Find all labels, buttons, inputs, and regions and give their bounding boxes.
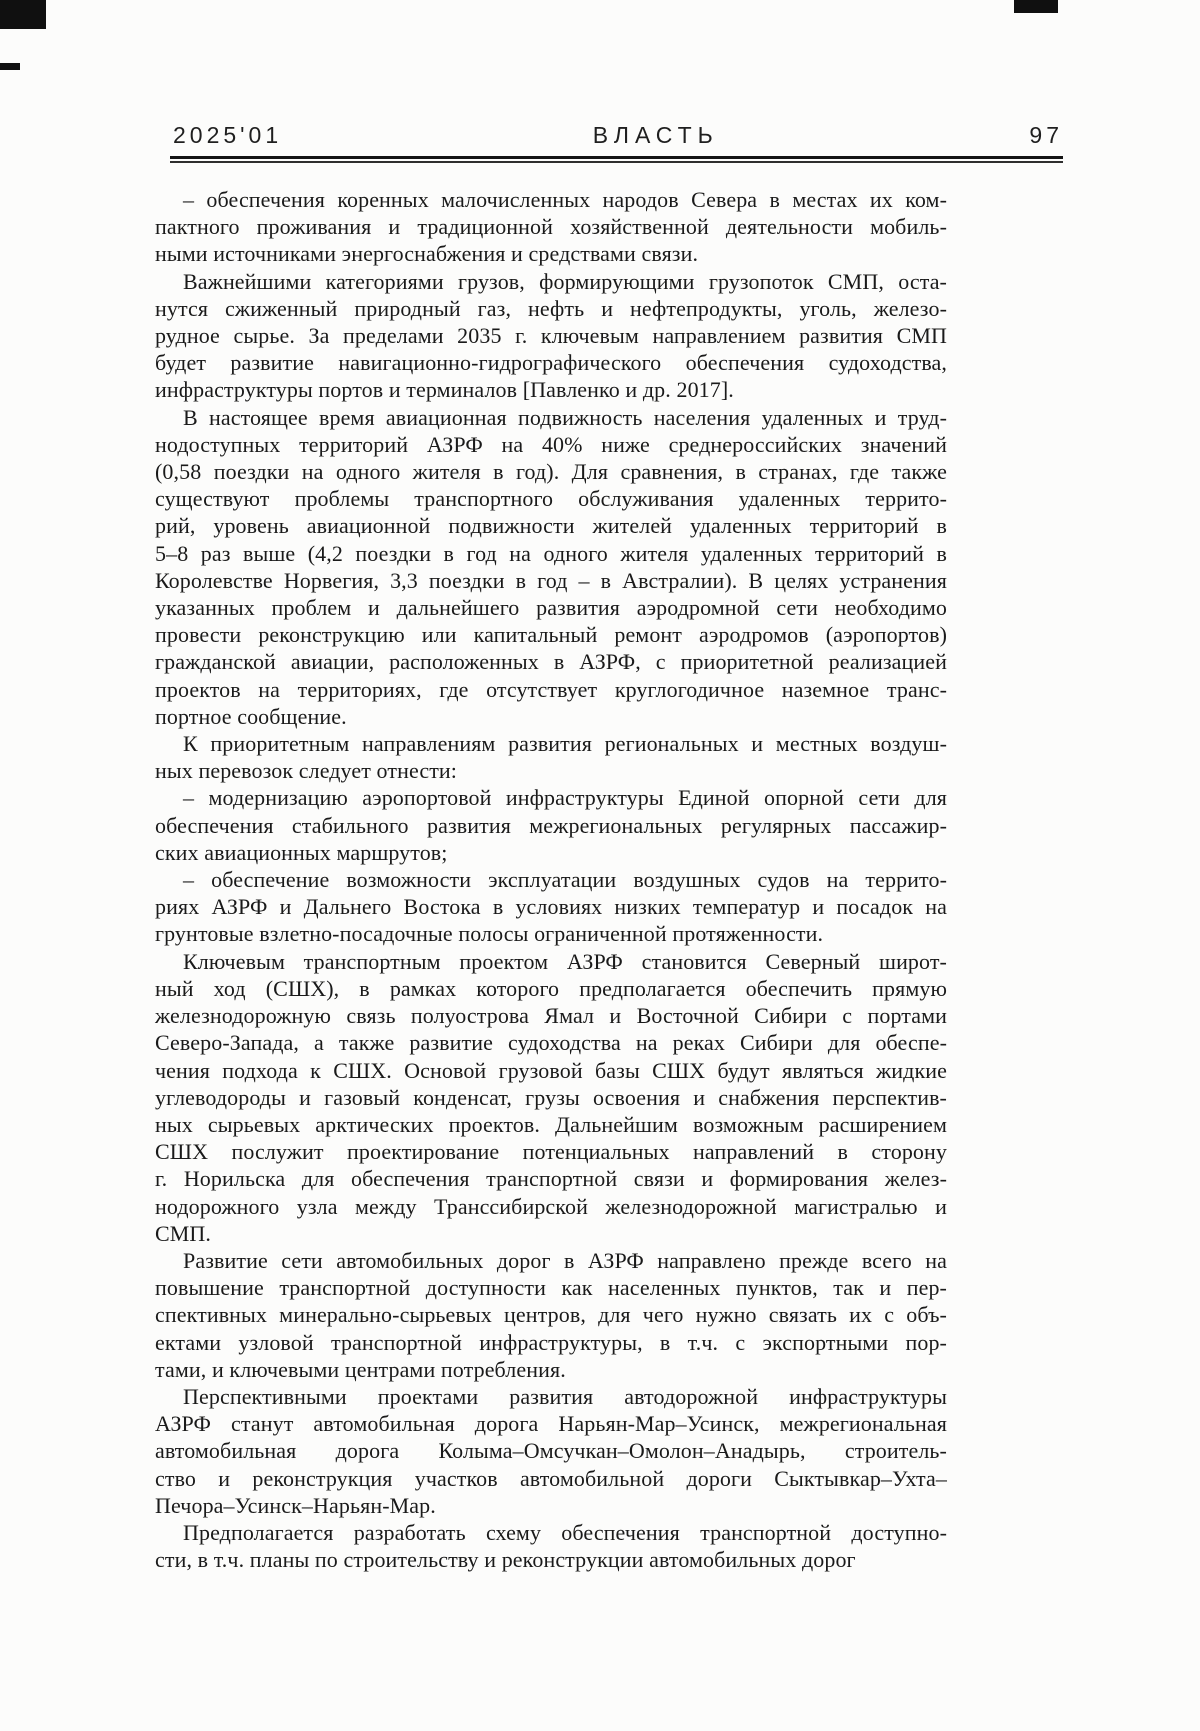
text-line: Печора–Усинск–Нарьян-Мар.	[155, 1492, 436, 1518]
text-line: ными источниками энергоснабжения и средствами связи.	[155, 241, 699, 267]
text-line: существуют проблемы транспортного обслуживания удаленных террито-	[155, 486, 947, 512]
text-line: пактного проживания и традиционной хозяйственной деятельности мобиль-	[155, 214, 947, 240]
header-rule-thin-line	[170, 161, 1063, 163]
text-line: будет развитие навигационно-гидрографического обеспечения судоходства,	[155, 350, 947, 376]
text-line: инфраструктуры портов и терминалов [Павленко и др. 2017].	[155, 377, 734, 403]
text-line: спективных минерально-сырьевых центров, для чего нужно связать их с объ-	[155, 1302, 947, 1328]
text-line: Развитие сети автомобильных дорог в АЗРФ направлено прежде всего на	[183, 1247, 947, 1273]
text-line: грунтовые взлетно-посадочные полосы ограниченной протяженности.	[155, 921, 824, 947]
text-line: – обеспечение возможности эксплуатации воздушных судов на террито-	[183, 867, 947, 893]
text-line: – обеспечения коренных малочисленных народов Севера в местах их ком-	[183, 187, 947, 212]
text-line: углеводороды и газовый конденсат, грузы освоения и снабжения перспектив-	[155, 1084, 947, 1110]
text-line: провести реконструкцию или капитальный ремонт аэродромов (аэропортов)	[155, 622, 947, 648]
text-line: ный ход (СШХ), в рамках которого предполагается обеспечить прямую	[155, 975, 947, 1001]
header-rule	[170, 156, 1063, 163]
text-line: г. Норильска для обеспечения транспортной связи и формирования желез-	[155, 1166, 947, 1192]
paragraph	[155, 186, 947, 268]
text-line: автомобильная дорога Колыма–Омсучкан–Омолон–Анадырь, строитель-	[155, 1438, 947, 1464]
text-line: железнодорожную связь полуострова Ямал и Восточной Сибири с портами	[155, 1003, 947, 1029]
issue-number: 2025'01	[173, 122, 283, 148]
text-line: ных перевозок следует отнести:	[155, 758, 458, 784]
text-line: риях АЗРФ и Дальнего Востока в условиях низких температур и посадок на	[155, 894, 947, 920]
text-line: Северо-Запада, а также развитие судоходства на реках Сибири для обеспе-	[155, 1030, 947, 1056]
text-line: К приоритетным направлениям развития региональных и местных воздуш-	[183, 731, 947, 757]
text-line: В настоящее время авиационная подвижность населения удаленных и труд-	[183, 404, 947, 430]
text-line: обеспечения стабильного развития межрегиональных регулярных пассажир-	[155, 812, 947, 838]
article-body	[155, 186, 947, 1573]
text-line: рудное сырье. За пределами 2035 г. ключевым направлением развития СМП	[155, 323, 947, 349]
text-line: нодорожного узла между Транссибирской железнодорожной магистралью и	[155, 1193, 947, 1219]
text-line: портное сообщение.	[155, 703, 347, 729]
paragraph	[155, 404, 947, 730]
paragraph	[155, 1247, 947, 1383]
scan-mark-left-edge	[0, 63, 20, 70]
text-line: Перспективными проектами развития автодорожной инфраструктуры	[183, 1383, 947, 1409]
text-line: рий, уровень авиационной подвижности жителей удаленных территорий в	[155, 513, 947, 539]
text-line: СШХ послужит проектирование потенциальных направлений в сторону	[155, 1139, 947, 1165]
running-head	[173, 122, 1063, 149]
scan-mark-top-right	[1014, 0, 1058, 13]
text-line: Важнейшими категориями грузов, формирующими грузопоток СМП, оста-	[183, 268, 947, 294]
text-line: – модернизацию аэропортовой инфраструктуры Единой опорной сети для	[183, 785, 947, 811]
text-line: нодоступных территорий АЗРФ на 40% ниже среднероссийских значений	[155, 431, 947, 457]
text-line: нутся сжиженный природный газ, нефть и нефтепродукты, уголь, железо-	[155, 295, 947, 321]
text-line: проектов на территориях, где отсутствует круглогодичное наземное транс-	[155, 676, 947, 702]
text-line: АЗРФ станут автомобильная дорога Нарьян-Мар–Усинск, межрегиональная	[155, 1411, 947, 1437]
journal-title: ВЛАСТЬ	[592, 122, 719, 148]
text-line: ских авиационных маршрутов;	[155, 839, 448, 865]
scan-mark-top-left	[0, 0, 46, 29]
text-line: гражданской авиации, расположенных в АЗРФ, с приоритетной реализацией	[155, 649, 947, 675]
text-line: тами, и ключевыми центрами потребления.	[155, 1356, 566, 1382]
text-line: ектами узловой транспортной инфраструктуры, в т.ч. с экспортными пор-	[155, 1329, 947, 1355]
paragraph	[155, 866, 947, 948]
text-line: чения подхода к СШХ. Основой грузовой базы СШХ будут являться жидкие	[155, 1057, 947, 1083]
text-line: Предполагается разработать схему обеспечения транспортной доступно-	[183, 1519, 947, 1545]
text-line: Королевстве Норвегия, 3,3 поездки в год – в Австралии). В целях устранения	[155, 567, 947, 593]
text-line: 5–8 раз выше (4,2 поездки в год на одного жителя удаленных территорий в	[155, 540, 947, 566]
text-line: (0,58 поездки на одного жителя в год). Для сравнения, в странах, где также	[155, 459, 947, 485]
text-line: сти, в т.ч. планы по строительству и реконструкции автомобильных дорог	[155, 1547, 856, 1573]
paragraph	[155, 730, 947, 784]
paragraph	[155, 784, 947, 866]
paragraph	[155, 948, 947, 1247]
paragraph	[155, 1383, 947, 1519]
paragraph	[155, 1519, 947, 1573]
paragraph	[155, 268, 947, 404]
text-line: ных сырьевых арктических проектов. Дальнейшим возможным расширением	[155, 1111, 947, 1137]
text-line: указанных проблем и дальнейшего развития аэродромной сети необходимо	[155, 595, 947, 621]
page-number: 97	[1029, 122, 1063, 148]
text-line: ство и реконструкция участков автомобильной дороги Сыктывкар–Ухта–	[155, 1465, 947, 1491]
text-line: СМП.	[155, 1220, 212, 1246]
text-line: повышение транспортной доступности как населенных пунктов, так и пер-	[155, 1275, 947, 1301]
text-line: Ключевым транспортным проектом АЗРФ становится Северный широт-	[183, 948, 947, 974]
